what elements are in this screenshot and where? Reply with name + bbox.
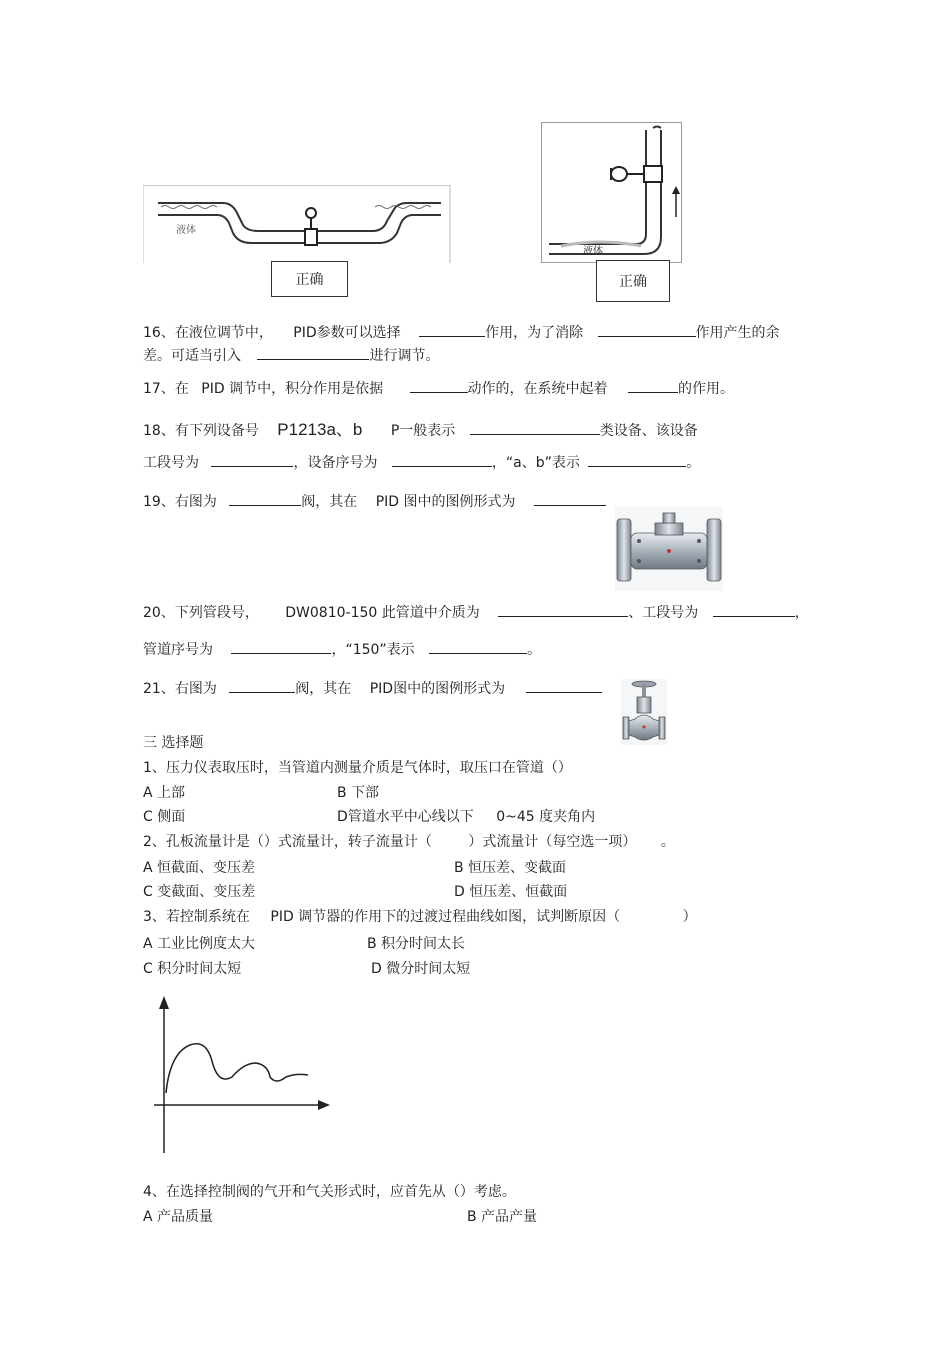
q18-equipment-code: P1213a、b <box>277 420 363 439</box>
choice1-option-c[interactable]: C 侧面 <box>143 809 186 825</box>
choice3-option-d[interactable]: D 微分时间太短 <box>371 961 471 977</box>
ball-valve-image <box>615 507 723 591</box>
choice2-option-d[interactable]: D 恒压差、恒截面 <box>454 884 568 900</box>
choice4-option-b[interactable]: B 产品产量 <box>467 1209 538 1225</box>
choice4-option-a[interactable]: A 产品质量 <box>143 1209 214 1225</box>
q17-blank-1[interactable] <box>410 378 468 393</box>
q20-text-f: ，“150”表示 <box>331 642 415 658</box>
q18-text-d: 工段号为 <box>143 455 199 471</box>
q16-line2 <box>143 345 439 365</box>
liquid-label-2: 液体 <box>583 246 603 257</box>
choice3-question <box>143 906 697 926</box>
q16-line1 <box>143 322 780 342</box>
q18-blank-1[interactable] <box>470 420 600 435</box>
choice2-text-b: ）式流量计（每空选一项） <box>468 834 637 850</box>
q18-line2 <box>143 452 700 472</box>
q20-line2 <box>143 639 541 659</box>
correct-label-2: 正确 <box>619 274 647 290</box>
figure-vertical-pipe <box>541 122 682 264</box>
q20-text-g: 。 <box>527 642 542 658</box>
q20-line1 <box>143 602 809 622</box>
choice1-question: 1、压力仪表取压时，当管道内测量介质是气体时，取压口在管道（） <box>143 760 572 776</box>
q18-text-e: ，设备序号为 <box>293 455 378 471</box>
q18-text-c: 类设备、该设备 <box>599 423 698 439</box>
q16-text-e: 差。可适当引入 <box>143 348 241 364</box>
q18-text-f: ，“a、b”表示 <box>491 455 580 471</box>
liquid-label: 液体 <box>176 225 196 236</box>
choice1-option-d-text: D管道水平中心线以下 <box>337 809 474 825</box>
choice1-option-d[interactable] <box>337 806 595 826</box>
q20-text-b: DW0810-150 此管道中介质为 <box>285 605 480 621</box>
choice4-question: 4、在选择控制阀的气开和气关形式时，应首先从（）考虑。 <box>143 1184 516 1200</box>
q17-text-c: 动作的，在系统中起着 <box>467 381 608 397</box>
q21-text-a: 21、右图为 <box>143 681 217 697</box>
choice1-option-b[interactable]: B 下部 <box>337 785 380 801</box>
correct-label: 正确 <box>295 272 324 288</box>
q16-blank-1[interactable] <box>419 322 485 337</box>
choice3-text-c: ） <box>682 909 697 925</box>
correct-label-box-2 <box>596 260 670 302</box>
q16-blank-3[interactable] <box>257 345 369 360</box>
q16-blank-2[interactable] <box>598 322 696 337</box>
globe-valve-icon <box>621 679 667 745</box>
choice2-question <box>143 831 675 851</box>
globe-valve-image <box>621 679 667 745</box>
correct-label-box <box>271 261 348 297</box>
choice2-option-a[interactable]: A 恒截面、变压差 <box>143 860 256 876</box>
choice2-text-c: 。 <box>660 834 675 850</box>
q19-blank-1[interactable] <box>229 491 301 506</box>
q20-blank-1[interactable] <box>498 602 628 617</box>
q20-blank-3[interactable] <box>231 639 331 654</box>
q16-text-f: 进行调节。 <box>369 348 440 364</box>
q18-text-b: P一般表示 <box>390 423 456 439</box>
q16-text-b: PID参数可以选择 <box>293 325 401 341</box>
choice3-text-a: 3、若控制系统在 <box>143 909 250 925</box>
q16-text-c: 作用，为了消除 <box>485 325 584 341</box>
q20-blank-2[interactable] <box>713 602 795 617</box>
ball-valve-icon <box>615 507 723 591</box>
q21-blank-1[interactable] <box>229 678 295 693</box>
q17-text-b: PID 调节中，积分作用是依据 <box>201 381 384 397</box>
q20-blank-4[interactable] <box>429 639 527 654</box>
choice2-text-a: 2、孔板流量计是（）式流量计，转子流量计（ <box>143 834 432 850</box>
q21-text-b: 阀，其在 <box>295 681 352 697</box>
q20-text-e: 管道序号为 <box>143 642 213 658</box>
vertical-pipe-drawing <box>541 122 682 264</box>
q20-text-c: 、工段号为 <box>628 605 699 621</box>
choice3-option-a[interactable]: A 工业比例度太大 <box>143 936 256 952</box>
q21-line <box>143 678 602 698</box>
q18-text-a: 18、有下列设备号 <box>143 423 259 439</box>
q18-blank-3[interactable] <box>392 452 492 467</box>
q17-line <box>143 378 734 398</box>
q18-blank-2[interactable] <box>211 452 293 467</box>
choice2-option-c[interactable]: C 变截面、变压差 <box>143 884 256 900</box>
q18-blank-4[interactable] <box>588 452 686 467</box>
q16-text-a: 16、在液位调节中， <box>143 325 273 341</box>
transition-curve-figure <box>150 993 335 1155</box>
q20-text-a: 20、下列管段号， <box>143 605 259 621</box>
q17-text-a: 17、在 <box>143 381 189 397</box>
section3-title: 三 选择题 <box>143 735 204 751</box>
q21-blank-2[interactable] <box>526 678 602 693</box>
q20-text-d: ， <box>794 605 809 621</box>
choice1-option-d-angle: 0~45 度夹角内 <box>496 809 596 825</box>
q19-text-a: 19、右图为 <box>143 494 217 510</box>
q17-text-d: 的作用。 <box>678 381 734 397</box>
q19-blank-2[interactable] <box>534 491 606 506</box>
q21-text-c: PID图中的图例形式为 <box>369 681 506 697</box>
choice3-option-b[interactable]: B 积分时间太长 <box>367 936 466 952</box>
choice3-option-c[interactable]: C 积分时间太短 <box>143 961 242 977</box>
q18-text-g: 。 <box>686 455 701 471</box>
transition-curve-drawing <box>150 993 335 1155</box>
q19-line <box>143 491 606 511</box>
q19-text-c: PID 图中的图例形式为 <box>375 494 516 510</box>
choice2-option-b[interactable]: B 恒压差、变截面 <box>454 860 567 876</box>
q17-blank-2[interactable] <box>628 378 678 393</box>
q18-line1 <box>143 415 698 440</box>
choice3-text-b: PID 调节器的作用下的过渡过程曲线如图，试判断原因（ <box>270 909 621 925</box>
figure-horizontal-pipe <box>143 185 451 265</box>
q16-text-d: 作用产生的余 <box>695 325 780 341</box>
choice1-option-a[interactable]: A 上部 <box>143 785 186 801</box>
q19-text-b: 阀，其在 <box>301 494 358 510</box>
